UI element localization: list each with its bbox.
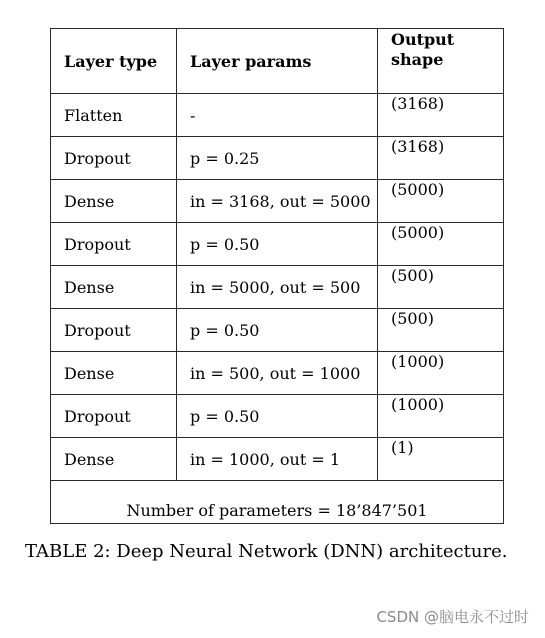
layer-params-text: p = 0.50 bbox=[190, 406, 260, 426]
cell-output-shape bbox=[378, 94, 504, 137]
layer-type-text: Dropout bbox=[64, 320, 131, 340]
cell-layer-type bbox=[51, 438, 177, 481]
cell-output-shape bbox=[378, 266, 504, 309]
cell-layer-params bbox=[177, 137, 378, 180]
layer-params-text: in = 5000, out = 500 bbox=[190, 277, 361, 297]
layer-params-text: - bbox=[190, 105, 196, 125]
cell-layer-params bbox=[177, 309, 378, 352]
layer-type-text: Dropout bbox=[64, 148, 131, 168]
table-footer-row bbox=[51, 481, 504, 524]
header-layer-params-label: Layer params bbox=[190, 51, 312, 71]
header-output-shape-label: Output shape bbox=[391, 30, 455, 69]
table-row bbox=[51, 266, 504, 309]
layer-type-text: Dense bbox=[64, 449, 115, 469]
header-layer-type-label: Layer type bbox=[64, 51, 158, 71]
layer-params-text: in = 1000, out = 1 bbox=[190, 449, 341, 469]
layer-params-text: in = 500, out = 1000 bbox=[190, 363, 361, 383]
output-shape-text: (3168) bbox=[391, 94, 445, 113]
cell-output-shape bbox=[378, 137, 504, 180]
cell-layer-params bbox=[177, 266, 378, 309]
cell-layer-type bbox=[51, 137, 177, 180]
cell-layer-type bbox=[51, 223, 177, 266]
output-shape-text: (500) bbox=[391, 309, 435, 328]
cell-layer-params bbox=[177, 223, 378, 266]
output-shape-text: (5000) bbox=[391, 223, 445, 242]
cell-layer-type bbox=[51, 309, 177, 352]
cell-output-shape bbox=[378, 395, 504, 438]
cell-layer-type bbox=[51, 352, 177, 395]
output-shape-text: (3168) bbox=[391, 137, 445, 156]
table-row bbox=[51, 223, 504, 266]
parameter-count-cell bbox=[51, 481, 504, 524]
layer-type-text: Dense bbox=[64, 277, 115, 297]
layer-type-text: Flatten bbox=[64, 105, 123, 125]
output-shape-text: (1000) bbox=[391, 352, 445, 371]
cell-layer-type bbox=[51, 94, 177, 137]
header-output-shape bbox=[378, 29, 504, 94]
cell-output-shape bbox=[378, 352, 504, 395]
output-shape-text: (500) bbox=[391, 266, 435, 285]
cell-layer-type bbox=[51, 180, 177, 223]
output-shape-text: (1) bbox=[391, 438, 414, 457]
header-layer-type bbox=[51, 29, 177, 94]
table-body bbox=[51, 94, 504, 524]
cell-layer-params bbox=[177, 352, 378, 395]
output-shape-text: (1000) bbox=[391, 395, 445, 414]
cell-output-shape bbox=[378, 223, 504, 266]
cell-output-shape bbox=[378, 438, 504, 481]
header-layer-params bbox=[177, 29, 378, 94]
cell-layer-type bbox=[51, 266, 177, 309]
table-row bbox=[51, 309, 504, 352]
cell-layer-params bbox=[177, 395, 378, 438]
layer-type-text: Dropout bbox=[64, 406, 131, 426]
cell-layer-type bbox=[51, 395, 177, 438]
table-header-row bbox=[51, 29, 504, 94]
layer-params-text: p = 0.50 bbox=[190, 320, 260, 340]
table-row bbox=[51, 438, 504, 481]
table-caption: TABLE 2: Deep Neural Network (DNN) architecture. bbox=[25, 541, 508, 562]
architecture-table bbox=[50, 28, 504, 524]
layer-type-text: Dense bbox=[64, 363, 115, 383]
layer-params-text: in = 3168, out = 5000 bbox=[190, 191, 371, 211]
output-shape-text: (5000) bbox=[391, 180, 445, 199]
cell-output-shape bbox=[378, 309, 504, 352]
layer-params-text: p = 0.50 bbox=[190, 234, 260, 254]
parameter-count-text: Number of parameters = 18’847’501 bbox=[126, 501, 428, 520]
table-row bbox=[51, 352, 504, 395]
layer-type-text: Dense bbox=[64, 191, 115, 211]
watermark: CSDN @脑电永不过时 bbox=[376, 608, 529, 626]
cell-layer-params bbox=[177, 94, 378, 137]
table-row bbox=[51, 395, 504, 438]
cell-layer-params bbox=[177, 438, 378, 481]
cell-layer-params bbox=[177, 180, 378, 223]
table-row bbox=[51, 137, 504, 180]
table-row bbox=[51, 180, 504, 223]
cell-output-shape bbox=[378, 180, 504, 223]
layer-params-text: p = 0.25 bbox=[190, 148, 260, 168]
layer-type-text: Dropout bbox=[64, 234, 131, 254]
table-row bbox=[51, 94, 504, 137]
